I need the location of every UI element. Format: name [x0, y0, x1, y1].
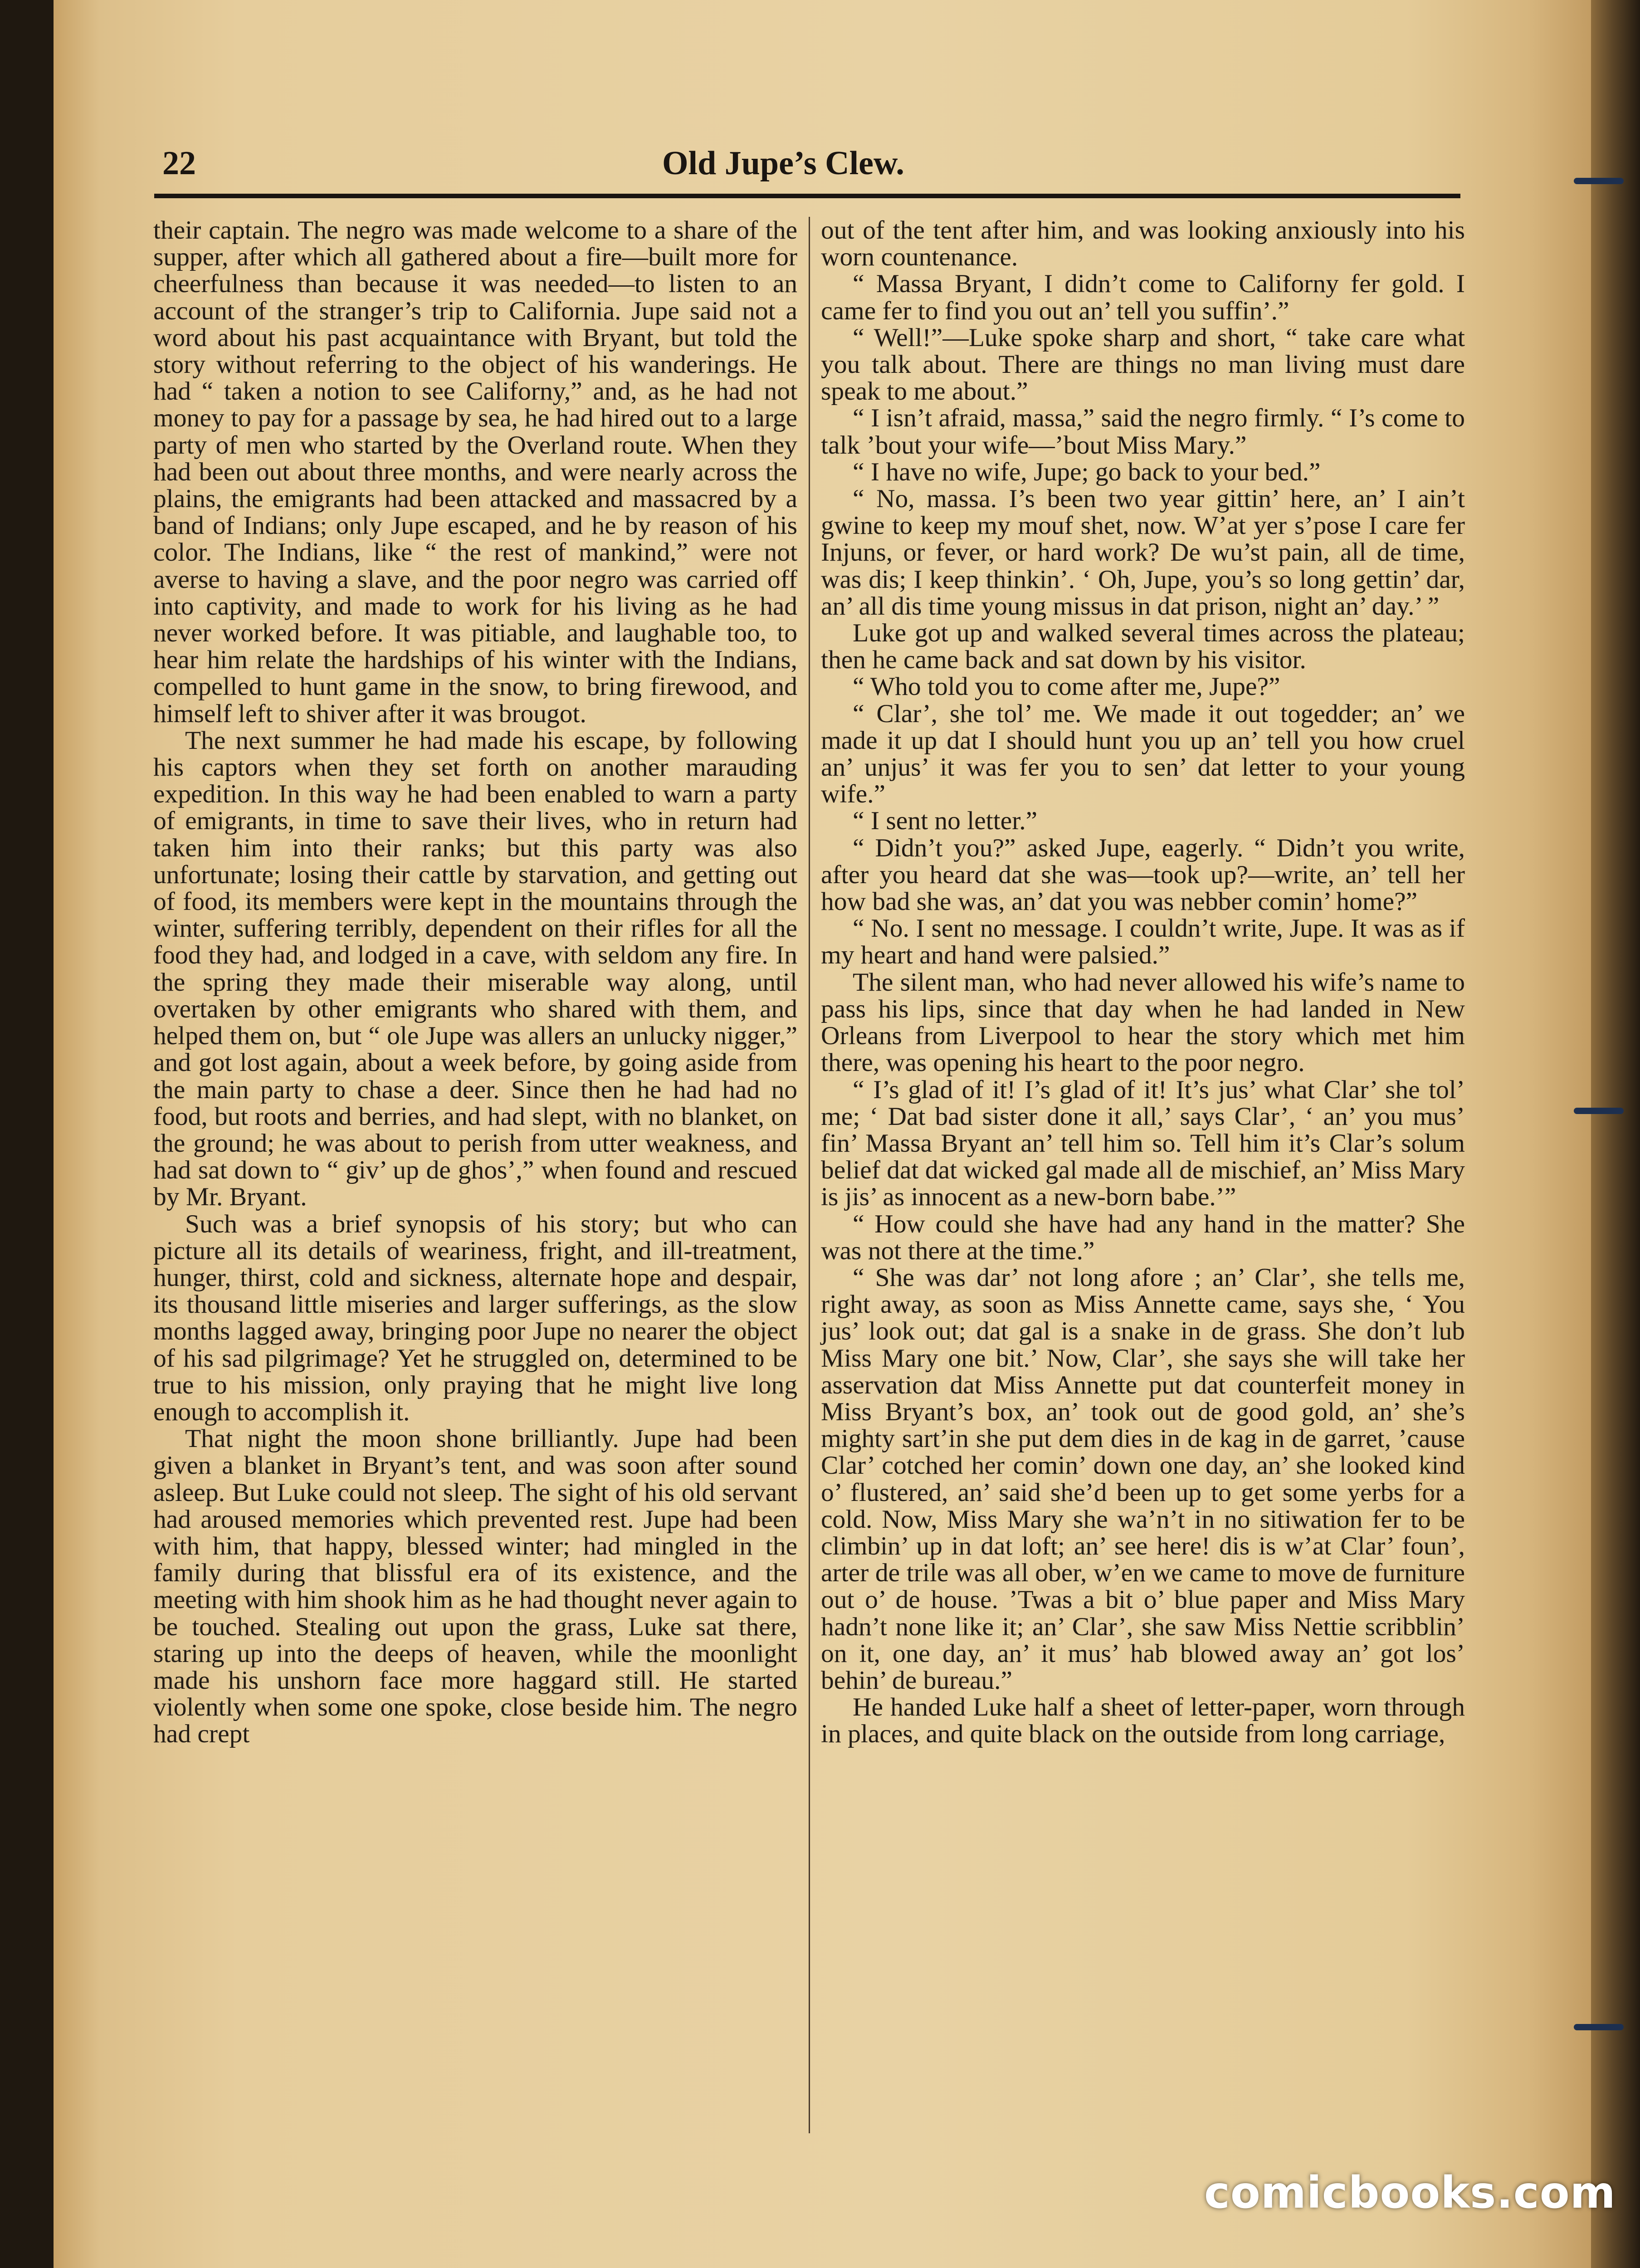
paragraph: “ I sent no letter.” — [853, 807, 1038, 836]
paragraph: “ Clar’, she tol’ me. We made it out togedder; an’ we made it up dat I should hunt you up an’ tell you how cruel an’ unjus’ it was fer you to sen’ dat letter to your young wife.” — [821, 699, 1465, 809]
paragraph: “ Who told you to come after me, Jupe?” — [853, 672, 1280, 701]
binding-stitch — [1574, 2024, 1624, 2030]
paragraph: “ No, massa. I’s been two year gittin’ here, an’ I ain’t gwine to keep my mouf shet, now. W’at yer s’pose I care fer Injuns, or fever, or hard work? De wu’st pain, all de time, was dis; I keep thinkin’. ‘ Oh, Jupe, you’s so long gettin’ dar, an’ all dis time young missus in dat prison, night an’ day.’ ” — [821, 484, 1465, 621]
binding-stitch — [1574, 1108, 1624, 1114]
paragraph: The silent man, who had never allowed his wife’s name to pass his lips, since that day when he had landed in New Orleans from Liverpool to hear the story which met him there, was opening his heart to the poor negro. — [821, 968, 1465, 1077]
column-divider — [809, 217, 810, 2133]
paragraph: “ She was dar’ not long afore ; an’ Clar’, she tells me, right away, as soon as Miss Annette came, says she, ‘ You jus’ look out; dat gal is a snake in de grass. She don’t lub Miss Mary one bit.’ Now, Clar’, she says she will take her asservation dat Miss Annette put dat counterfeit money in Miss Bryant’s box, an’ took out de good gold, an’ she’s mighty sart’in she put dem dies in de kag in de garret, ’cause Clar’ cotched her comin’ down one day, an’ she looked kind o’ flustered, an’ said she’d been up to get some yerbs for a cold. Now, Miss Mary she wa’n’t in no sitiwation fer to be climbin’ up in dat loft; an’ see here! dis is w’at Clar’ foun’, arter de trile was all ober, w’en we came to move de furniture out o’ de house. ’Twas a bit o’ blue paper and Miss Mary hadn’t none like it; an’ Clar’, she saw Miss Nettie scribblin’ on it, one day, an’ it mus’ hab blowed away an’ got los’ behin’ de bureau.” — [821, 1263, 1465, 1695]
paragraph: Luke got up and walked several times across the plateau; then he came back and sat down by his visitor. — [821, 619, 1465, 675]
paragraph: “ No. I sent no message. I couldn’t write, Jupe. It was as if my heart and hand were palsied.” — [821, 914, 1465, 970]
paragraph: “ Didn’t you?” asked Jupe, eagerly. “ Didn’t you write, after you heard dat she was—took up?—write, an’ tell her how bad she was, an’ dat you was nebber comin’ home?” — [821, 833, 1465, 916]
paragraph: He handed Luke half a sheet of letter-paper, worn through in places, and quite black on the outside from long carriage, — [821, 1693, 1465, 1749]
paragraph: “ I isn’t afraid, massa,” said the negro firmly. “ I’s come to talk ’bout your wife—’bout Miss Mary.” — [821, 404, 1465, 459]
paragraph: Such was a brief synopsis of his story; but who can picture all its details of weariness, fright, and ill-treatment, hunger, thirst, cold and sickness, alternate hope and despair, its thousand little miseries and larger sufferings, as the slow months lagged away, bringing poor Jupe no nearer the object of his sad pilgrimage? Yet he struggled on, determined to be true to his mission, only praying that he might live long enough to accomplish it. — [153, 1209, 797, 1426]
page-number: 22 — [162, 145, 196, 182]
paragraph: The next summer he had made his escape, by following his captors when they set forth on another marauding expedition. In this way he had been enabled to warn a party of emigrants, in time to save their lives, who in return had taken him into their ranks; but this party was also unfortunate; losing their cattle by starvation, and getting out of food, its members were kept in the mountains through the winter, suffering terribly, dependent on their rifles for all the food they had, and lodged in a cave, with seldom any fire. In the spring they made their miserable way along, until overtaken by other emigrants who shared with them, and helped them on, but “ ole Jupe was allers an unlucky nigger,” and got lost again, about a week before, by going aside from the main party to chase a deer. Since then he had had no food, but roots and berries, and had slept, with no blanket, on the ground; he was about to perish from utter weakness, and had sat down to “ giv’ up de ghos’,” when found and rescued by Mr. Bryant. — [153, 726, 797, 1212]
paragraph: That night the moon shone brilliantly. Jupe had been given a blanket in Bryant’s tent, and was soon after sound asleep. But Luke could not sleep. The sight of his old servant had aroused memories which prevented rest. Jupe had been with him, that happy, blessed winter; had mingled in the family during that blissful era of its existence, and the meeting with him shook him as he had thought never again to be touched. Stealing out upon the grass, Luke sat there, staring up into the deeps of heaven, while the moonlight made his unshorn face more haggard still. He started violently when some one spoke, close beside him. The negro had crept — [153, 1424, 797, 1749]
header-rule — [154, 194, 1460, 198]
paragraph: their captain. The negro was made welcome to a share of the supper, after which all gathered about a fire—built more for cheerfulness than because it was needed—to listen to an account of the stranger’s trip to California. Jupe said not a word about his past acquaintance with Bryant, but told the story without referring to the object of his wanderings. He had “ taken a notion to see Californy,” and, as he had not money to pay for a passage by sea, he had hired out to a large party of men who started by the Overland route. When they had been out about three months, and were nearly across the plains, the emigrants had been attacked and massacred by a band of Indians; only Jupe escaped, and he by reason of his color. The Indians, like “ the rest of mankind,” were not averse to having a slave, and the poor negro was carried off into captivity, and made to work for his living as he had never worked before. It was pitiable, and laughable too, to hear him relate the hardships of his winter with the Indians, compelled to hunt game in the snow, to bring firewood, and himself left to shiver after it was brougot. — [153, 216, 797, 728]
paragraph: “ Massa Bryant, I didn’t come to Californy fer gold. I came fer to find you out an’ tell you suffin’.” — [821, 269, 1465, 325]
paragraph: out of the tent after him, and was looking anxiously into his worn countenance. — [821, 216, 1465, 272]
running-head: Old Jupe’s Clew. — [662, 145, 904, 182]
binding-gutter — [1591, 0, 1640, 2268]
paragraph: “ I’s glad of it! I’s glad of it! It’s jus’ what Clar’ she tol’ me; ‘ Dat bad sister done it all,’ says Clar’, ‘ an’ you mus’ fin’ Massa Bryant an’ tell him so. Tell him it’s Clar’s solum belief dat dat wicked gal made all de mischief, an’ Miss Mary is jis’ as innocent as a new-born babe.’” — [821, 1075, 1465, 1212]
paragraph: “ I have no wife, Jupe; go back to your bed.” — [853, 457, 1321, 486]
left-column — [153, 217, 797, 1748]
paragraph: “ Well!”—Luke spoke sharp and short, “ take care what you talk about. There are things no man living must dare speak to me about.” — [821, 323, 1465, 406]
right-column — [821, 217, 1465, 1748]
watermark: comicbooks.com — [1204, 2167, 1616, 2218]
paragraph: “ How could she have had any hand in the matter? She was not there at the time.” — [821, 1209, 1465, 1265]
binding-stitch — [1574, 178, 1624, 184]
